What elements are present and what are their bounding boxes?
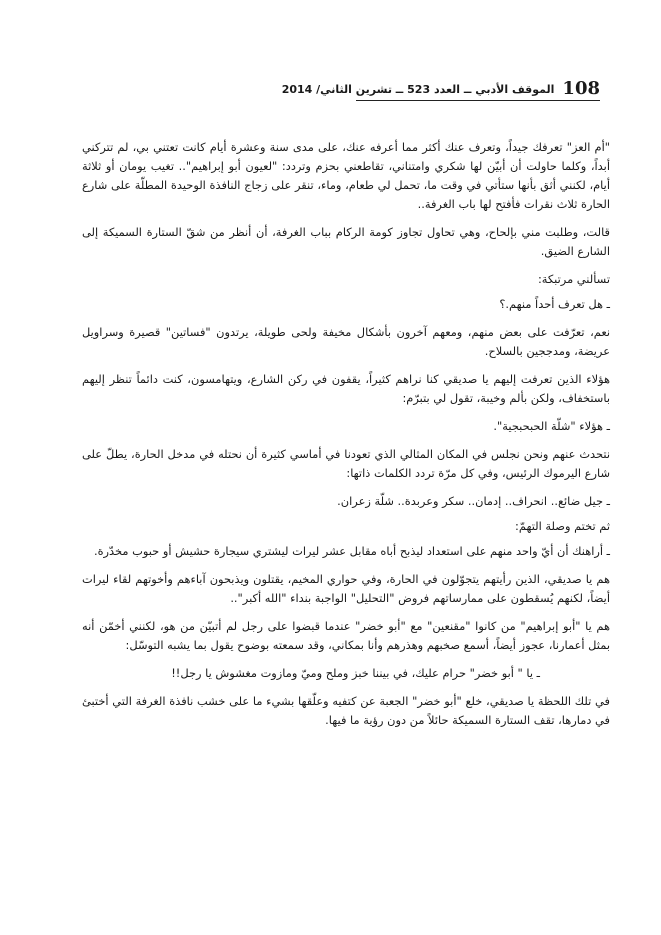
paragraph: في تلك اللحظة يا صديقي، خلع "أبو خضر" الجعبة عن كتفيه وعلّقها بشيء ما على خشب نافذة الغرفة التي أختبئ في دمارها، تقف الستارة السميكة حائلاً من دون رؤية ما فيها.: [82, 694, 610, 727]
dialogue-line: ـ جيل ضائع.. انحراف.. إدمان.. سكر وعربدة.. شلّة زعران.: [337, 494, 610, 508]
paragraph: هؤلاء الذين تعرفت إليهم يا صديقي كنا نراهم كثيراً، يقفون في ركن الشارع، ويتهامسون، كنت دائماً تنظر إليهم باستخفاف، ولكن بألم وخيبة، تقول لي بتبرّم:: [82, 372, 610, 405]
paragraph: هم يا "أبو إبراهيم" من كانوا "مقنعين" مع "أبو خضر" عندما قبضوا على رجل لم أتبيّن من هو، لكنني أخمّن أنه بمثل أعمارنا، عجوز أيضاً، أسمع صخبهم وهذرهم وأنا بمكاني، وقد سمعته بوضوح يقول بما يشبه التوسّل:: [82, 619, 610, 652]
paragraph: "أم العز" تعرفك جيداً، وتعرف عنك أكثر مما أعرفه عنك، على مدى سنة وعشرة أيام كانت تعتني بي، لم تتركني أبداً، وكلما حاولت أن أبيّن لها شكري وامتناني، تقاطعني بحزم وتردد: "لعيون أبو إبراهيم".. تغيب يومان أو ثلاثة أيام، لكنني أثق بأنها ستأتي في وقت ما، تحمل لي طعام، وماء، تنقر على زجاج النافذة الوحيدة المطلّة على شارع الحارة ثلاث نقرات فأفتح لها باب الغرفة..: [82, 140, 610, 211]
paragraph: هم يا صديقي، الذين رأيتهم يتجوّلون في الحارة، وفي حواري المخيم، يقتلون ويذبحون آباءهم وأخوتهم لقاء ليرات أيضاً، لكنهم يُسقطون على ممارساتهم فروض "التحليل" الواجبة بنداء "الله أكبر"..: [82, 572, 610, 605]
article-body: [82, 138, 610, 739]
dialogue-line: ـ أراهنك أن أيّ واحد منهم على استعداد ليذبح أباه مقابل عشر ليرات ليشتري سيجارة حشيش أو حبوب مخدّرة.: [93, 544, 610, 558]
running-title: الموقف الأدبي ــ العدد 523 ــ تشرين الثاني/ 2014: [281, 83, 555, 96]
paragraph: نتحدث عنهم ونحن نجلس في المكان المثالي الذي تعودنا في أماسي كثيرة أن نحتله في مدخل الحارة، يطلّ على شارع اليرموك الرئيس، وفي كل مرّة تردد الكلمات ذاتها:: [82, 447, 610, 480]
dialogue-line: ـ هل تعرف أحداً منهم.؟: [499, 297, 610, 311]
paragraph: نعم، تعرّفت على بعض منهم، ومعهم آخرون بأشكال مخيفة ولحى طويلة، يرتدون "فساتين" قصيرة وسراويل عريضة، ومدججين بالسلاح.: [82, 325, 610, 358]
paragraph: ثم تختم وصلة التهمّ:: [515, 519, 610, 533]
dialogue-line: ـ هؤلاء "شلّة الحبحبجية".: [493, 419, 610, 433]
page-number: 108: [562, 78, 600, 99]
paragraph: تسألني مرتبكة:: [537, 272, 610, 286]
page-header: [281, 74, 600, 100]
dialogue-line: ـ يا " أبو خضر" حرام عليك، في بيننا خبز وملح وميّ ومازوت مغشوش يا رجل!!: [171, 666, 540, 680]
paragraph: قالت، وطلبت مني بإلحاح، وهي تحاول تجاوز كومة الركام بباب الغرفة، أن أنظر من شقّ الستارة السميكة إلى الشارع الضيق.: [82, 225, 610, 258]
header-rule: [356, 100, 600, 101]
